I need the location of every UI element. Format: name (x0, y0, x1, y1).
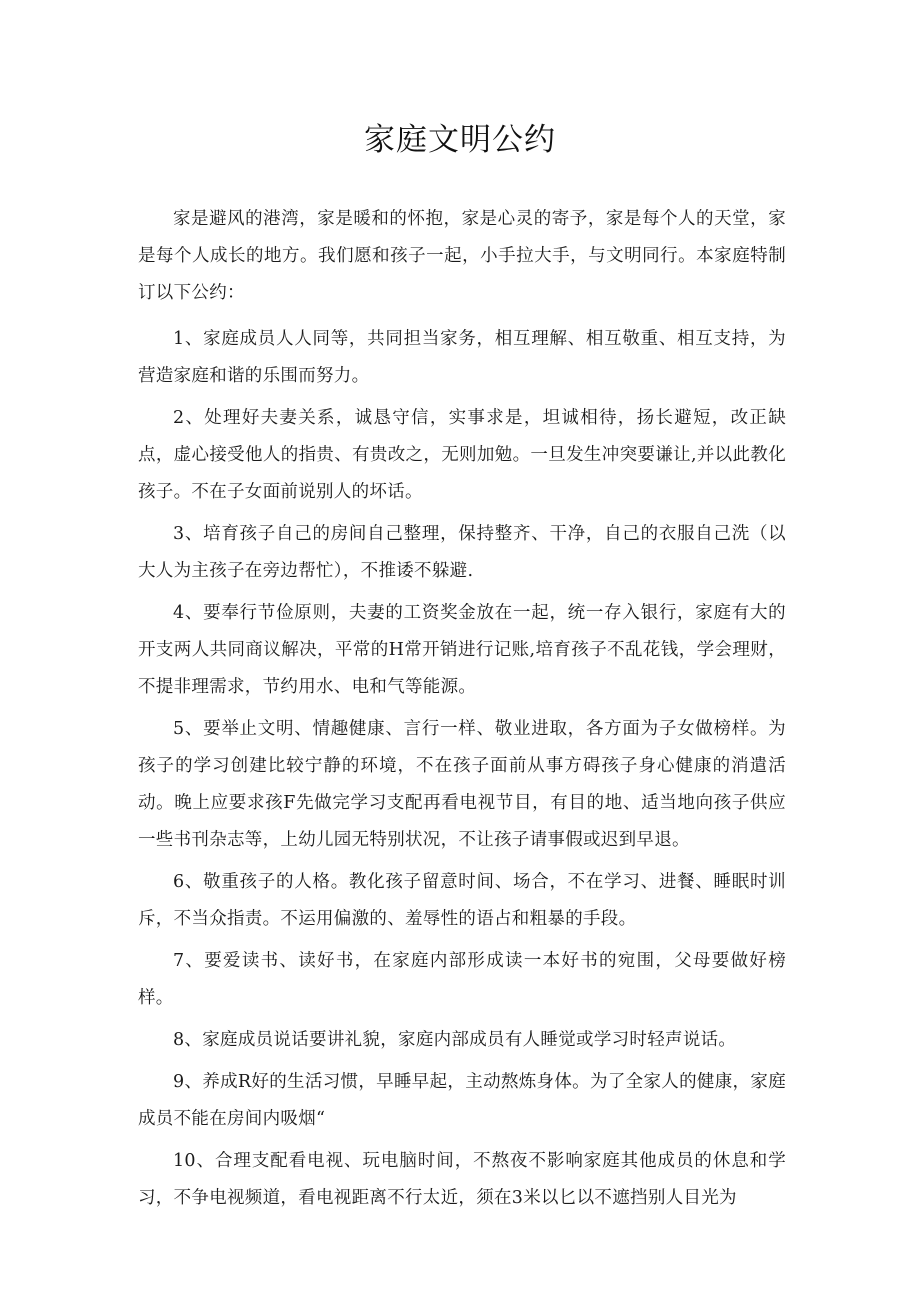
rule-item-9: 9、养成R好的生活习惯，早睡早起，主动熬炼身体。为了全家人的健康，家庭成员不能在房间内吸烟“ (138, 1072, 786, 1129)
document-body (138, 201, 786, 1222)
rule-item-6: 6、敬重孩子的人格。教化孩子留意时间、场合，不在学习、进餐、睡眠时训斥，不当众指责。不运用偏激的、羞辱性的语占和粗暴的手段。 (138, 872, 786, 929)
rule-item-3: 3、培育孩子自己的房间自己整理，保持整齐、干净，自己的衣服自己洗（以大人为主孩子在旁边帮忙），不推诿不躲避. (138, 524, 786, 581)
rule-item-5: 5、要举止文明、情趣健康、言行一样、敬业进取，各方面为子女做榜样。为孩子的学习创建比较宁静的环境，不在孩子面前从事方碍孩子身心健康的消遣活动。晚上应要求孩F先做完学习支配再看电视节目，有目的地、适当地向孩子供应一些书刊杂志等，上幼儿园无特别状况，不让孩子请事假或迟到早退。 (138, 719, 786, 850)
document-title: 家庭文明公约 (364, 122, 556, 158)
rule-item-7: 7、要爱读书、读好书，在家庭内部形成读一本好书的宛围，父母要做好榜样。 (138, 951, 786, 1008)
rule-item-4: 4、要奉行节俭原则，夫妻的工资奖金放在一起，统一存入银行，家庭有大的开支两人共同商议解决，平常的H常开销进行记账,培育孩子不乱花钱，学会理财，不提非理需求，节约用水、电和气等能源。 (138, 603, 786, 697)
intro-paragraph: 家是避风的港湾，家是暖和的怀抱，家是心灵的寄予，家是每个人的天堂，家是每个人成长的地方。我们愿和孩子一起，小手拉大手，与文明同行。本家庭特制订以下公约： (138, 209, 786, 303)
rule-item-1: 1、家庭成员人人同等，共同担当家务，相互理解、相互敬重、相互支持，为营造家庭和谐的乐围而努力。 (138, 329, 786, 386)
rule-item-10: 10、合理支配看电视、玩电脑时间，不熬夜不影响家庭其他成员的休息和学习，不争电视频道，看电视距离不行太近，须在3米以匕以不遮挡别人目光为 (138, 1151, 786, 1208)
rule-item-2: 2、处理好夫妻关系，诚恳守信，实事求是，坦诚相待，扬长避短，改正缺点，虚心接受他人的指贵、有贵改之，无则加勉。一旦发生冲突要谦让,并以此教化孩子。不在子女面前说别人的坏话。 (138, 408, 786, 502)
rule-item-8: 8、家庭成员说话要讲礼貌，家庭内部成员有人睡觉或学习时轻声说话。 (173, 1030, 737, 1050)
